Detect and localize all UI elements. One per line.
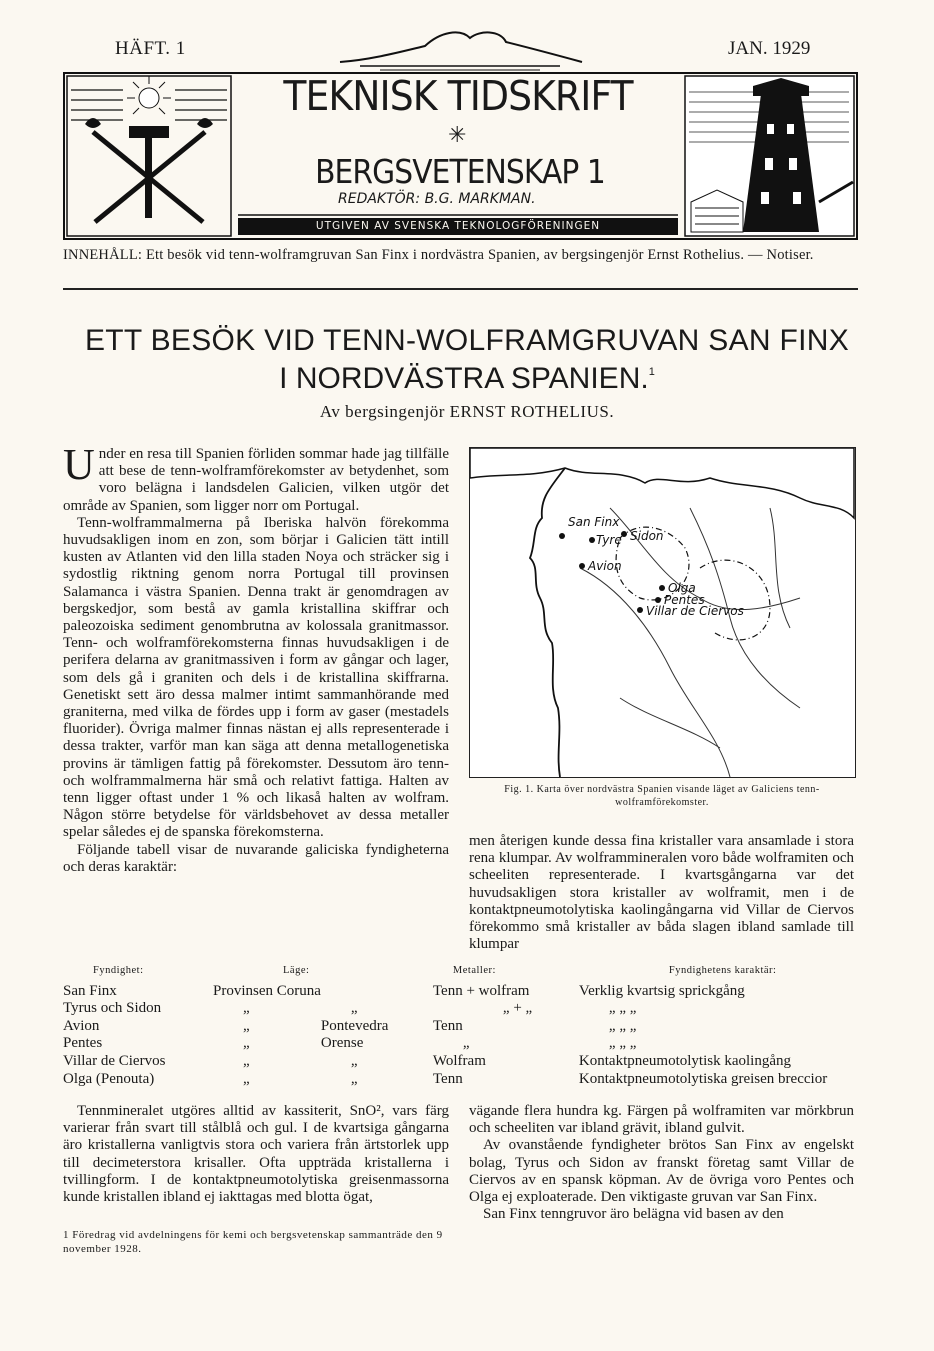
table-cell: Verklig kvartsig sprickgång — [578, 982, 745, 999]
footnote-marker: 1 — [648, 366, 655, 378]
issue-number: HÄFT. 1 — [115, 38, 186, 59]
table-row — [63, 1000, 858, 1018]
table-cell: Pentes — [63, 1035, 103, 1052]
table-cell: Provinsen Coruna — [213, 982, 321, 999]
table-row — [63, 1053, 858, 1071]
table-cell: Olga (Penouta) — [63, 1070, 155, 1087]
table-cell: Pontevedra — [320, 1017, 389, 1034]
table-cell: „ — [350, 1070, 358, 1087]
table-cell: Wolfram — [432, 1052, 486, 1069]
paragraph: vägande flera hundra kg. Färgen på wolframiten var mörkbrun och scheeliten var ibland grävit, ibland gulvit. — [469, 1103, 854, 1137]
right-column-upper: men återigen kunde dessa fina kristaller vara ansamlade i stora rena klumpar. Av wolframmineralen voro både wolframiten och scheeliten representerade. I kvartsgångarna var det huvudsakligen stora kristaller av wolframit, men i de kontaktpneumotolytiska kaolingångarna vid Villar de Ciervos förekommo små kristaller av båda slagen ibland samlade till klumpar — [469, 833, 854, 953]
paragraph — [63, 440, 449, 515]
paragraph: San Finx tenngruvor äro belägna vid basen av den — [483, 1206, 784, 1223]
table-row — [63, 1018, 858, 1036]
table-cell: „ „ „ — [608, 1017, 637, 1034]
table-cell: „ — [243, 1035, 250, 1052]
drop-cap: U — [63, 440, 95, 489]
table-cell: Kontaktpneumotolytisk kaolingång — [578, 1052, 791, 1069]
map-label: Villar de Ciervos — [646, 604, 744, 618]
map-label: Sidon — [630, 529, 664, 543]
table-cell: „ — [350, 1052, 358, 1069]
table-cell: „ — [243, 1070, 250, 1087]
map-figure — [469, 447, 856, 778]
table-cell: „ — [243, 1000, 250, 1017]
table-cell: Avion — [63, 1017, 100, 1034]
byline: Av bergsingenjör ERNST ROTHELIUS. — [319, 402, 615, 421]
table-cell: „ + „ — [502, 1000, 533, 1017]
table-cell: „ — [243, 1017, 250, 1034]
table-cell: Orense — [320, 1035, 364, 1052]
figure-caption: Fig. 1. Karta över nordvästra Spanien visande läget av Galiciens tenn-wolframförekomster. — [504, 784, 820, 808]
paragraph: Tenn-wolframmalmerna på Iberiska halvön förekomma huvudsakligen inom en zon, som börjar i Galicien tätt intill kusten av Atlanten vid den lilla staden Noya och sträcker sig i sydostlig riktning genom norra Portugal till provinsen Salamanca i västra Spanien. Denna trakt är genomdragen av bergskedjor, som bestå av gamla kristallina skiffrar och paleozoiska sediment genombrutna av kolossala granitmassor. Tenn- och wolframförekomsterna finnas huvudsakligen i de perifera delarna av granitmassiven i form av gångar och lager, som dels gå i graniten och dels i de kristallina skiffrarna. Genetiskt sett äro dessa malmer intimt sammanhörande med graniterna, med vilka de fördes upp i form av gaser (mestadels fluorider). Övriga malmer finnas nästan ej alls representerade i dessa trakter, varför man kan säga att denna metallogenetiska provins är tämligen fattig på förekomster. Dessutom äro tenn- och wolframmalmerna här små och relativt fattiga. Halten av tenn ligger oftast under 1 % och likaså halten av wolfram. Någon större betydelse för världsbehovet av dessa metaller spelar således ej de spanska förekomsterna. — [63, 514, 449, 841]
article-title-text: I NORDVÄSTRA SPANIEN. — [279, 362, 649, 395]
sunburst-icon — [127, 76, 171, 114]
table-header: Metaller: — [452, 965, 496, 976]
article-title-line2 — [0, 362, 934, 396]
table-cell: „ — [243, 1052, 250, 1069]
paragraph: Av ovanstående fyndigheter brötos San Finx av engelskt bolag, Tyrus och Sidon av franskt företag samt Villar de Ciervos av en spansk köpman. Av de övriga voro Pentes och Olga ej exploaterade. Den viktigaste gruvan var San Finx. — [469, 1137, 854, 1206]
publisher-banner: UTGIVEN AV SVENSKA TEKNOLOGFÖRENINGEN — [238, 218, 678, 235]
paragraph: Tennmineralet utgöres alltid av kassiterit, SnO², vars färg varierar från svart till stålblå och gul. I de kvartsiga gångarna äro kristallerna vanligtvis stora och variera från ärtstorlek upp till decimeterstora krisaller. Ofta uppträda kristallerna i tvillingform. I de kontaktpneumotolytiska greisenmassorna kunde kristallen ibland ej iakttagas med blotta ögat, — [63, 1103, 449, 1206]
bottom-left-column — [63, 1103, 449, 1206]
map-label: Pentes — [664, 593, 705, 607]
table-header: Fyndighet: — [93, 965, 144, 976]
hammer-icon — [129, 126, 169, 218]
table-header: Läge: — [283, 965, 310, 976]
left-column — [63, 440, 449, 876]
article-title-line1: ETT BESÖK VID TENN-WOLFRAMGRUVAN SAN FINX — [84, 324, 850, 357]
table-header: Fyndighetens karaktär: — [668, 965, 777, 976]
table-cell: „ „ „ — [608, 1035, 637, 1052]
map-label: Avion — [588, 559, 622, 573]
table-cell: „ — [350, 1000, 358, 1017]
deposits-table — [63, 965, 858, 1088]
table-cell: Tenn + wolfram — [432, 982, 530, 999]
editor-line: REDAKTÖR: B.G. MARKMAN. — [338, 191, 536, 207]
map-label: Olga — [668, 581, 696, 595]
journal-title: TEKNISK TIDSKRIFT — [283, 72, 633, 120]
table-cell: „ — [462, 1035, 470, 1052]
footnote: 1 Föredrag vid avdelningens för kemi och bergsvetenskap sammanträde den 9 november 1928. — [63, 1229, 443, 1255]
paragraph-text: nder en resa till Spanien förliden sommar hade jag tillfälle att bese de tenn-wolframförekomster av betydenhet, som voro belägna i landsdelen Galicien, vilken utgör det område av Spanien, som ligger norr om Portugal. — [63, 446, 449, 514]
cloud-ornament — [330, 22, 590, 72]
table-cell: Tenn — [432, 1070, 463, 1087]
paragraph: Följande tabell visar de nuvarande galiciska fyndigheterna och deras karaktär: — [63, 841, 449, 875]
table-cell: „ „ „ — [608, 1000, 637, 1017]
table-of-contents: INNEHÅLL: Ett besök vid tenn-wolframgruvan San Finx i nordvästra Spanien, av bergsingenjör Ernst Rothelius. — Notiser. — [63, 247, 814, 263]
table-cell: Tyrus och Sidon — [63, 1000, 162, 1017]
divider — [63, 288, 858, 290]
galicia-map — [470, 448, 855, 777]
table-row — [63, 1035, 858, 1053]
map-label: San Finx — [568, 515, 620, 529]
table-cell: San Finx — [63, 982, 117, 999]
table-cell: Tenn — [432, 1017, 463, 1034]
journal-subtitle: BERGSVETENSKAP 1 — [315, 152, 605, 191]
table-cell: Villar de Ciervos — [63, 1052, 166, 1069]
table-row — [63, 1071, 858, 1089]
star-ornament: ✳ — [448, 122, 467, 147]
table-cell: Kontaktpneumotolytiska greisen breccior — [578, 1070, 828, 1087]
table-row — [63, 983, 858, 1001]
bottom-right-column — [469, 1103, 854, 1223]
table-cell — [321, 983, 433, 1001]
map-label: Tyre — [596, 533, 622, 547]
issue-date: JAN. 1929 — [728, 38, 811, 59]
